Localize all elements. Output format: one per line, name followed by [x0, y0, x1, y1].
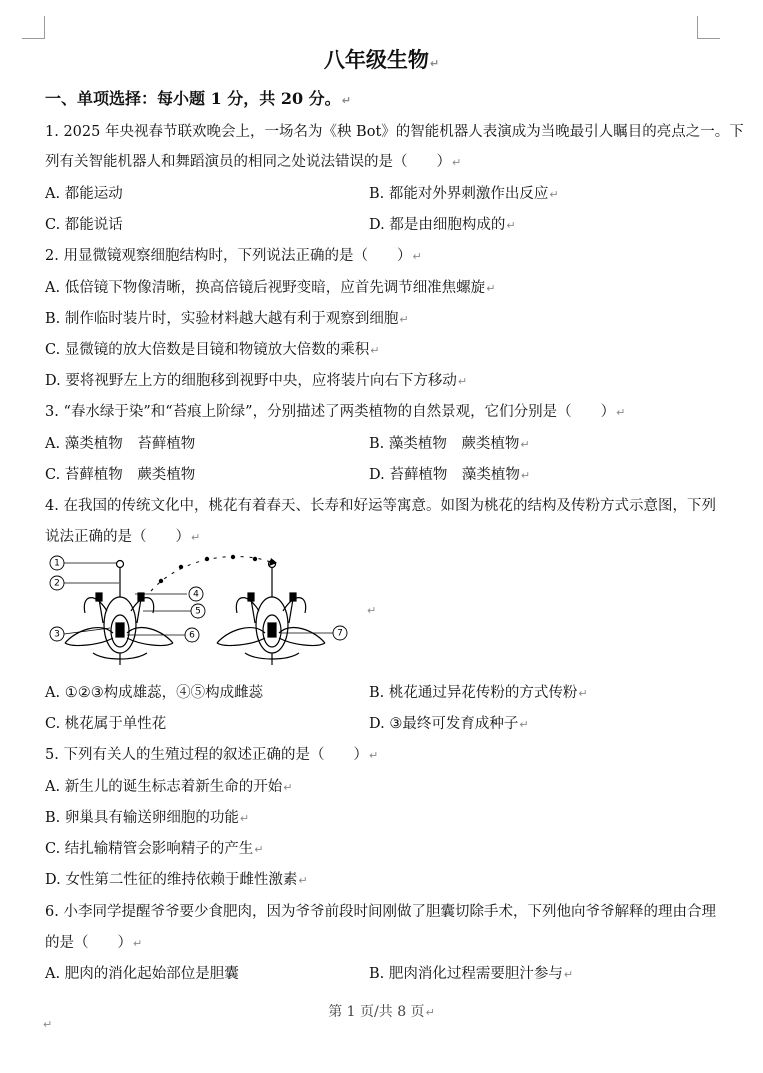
peach-flower-pollination-diagram [45, 553, 365, 675]
question-3-stem: 3. “春水绿于染”和“苔痕上阶绿”，分别描述了两类植物的自然景观，它们分别是（ ）↵ [45, 404, 626, 420]
svg-text:2: 2 [54, 578, 60, 589]
question-2-stem: 2. 用显微镜观察细胞结构时，下列说法正确的是（ ）↵ [45, 248, 422, 264]
flower-left [65, 561, 173, 666]
svg-text:5: 5 [195, 606, 201, 617]
corner-mark-top-right [697, 16, 720, 39]
question-3-option-c: C. 苔藓植物 蕨类植物 [45, 467, 196, 483]
question-5-option-b: B. 卵巢具有输送卵细胞的功能↵ [45, 810, 250, 826]
question-2-option-b: B. 制作临时装片时，实验材料越大越有利于观察到细胞↵ [45, 311, 409, 327]
question-5-option-a: A. 新生儿的诞生标志着新生命的开始↵ [45, 779, 293, 795]
question-5-option-c: C. 结扎输精管会影响精子的产生↵ [45, 841, 264, 857]
question-3-option-d: D. 苔藓植物 藻类植物↵ [369, 467, 531, 483]
question-4-option-c: C. 桃花属于单性花 [45, 716, 167, 732]
question-1-stem-line1: 1. 2025 年央视春节联欢晚会上，一场名为《秧 Bot》的智能机器人表演成为当晚最引人瞩目的亮点之一。下 [45, 124, 744, 140]
page-footer: 第 1 页/共 8 页↵ [328, 1004, 435, 1020]
question-4-option-b: B. 桃花通过异花传粉的方式传粉↵ [369, 685, 588, 701]
question-2-option-d: D. 要将视野左上方的细胞移到视野中央，应将装片向右下方移动↵ [45, 373, 468, 389]
page-title: 八年级生物↵ [323, 47, 440, 72]
question-2-option-c: C. 显微镜的放大倍数是目镜和物镜放大倍数的乘积↵ [45, 342, 380, 358]
question-1-option-d: D. 都是由细胞构成的↵ [369, 217, 516, 233]
svg-text:7: 7 [337, 628, 343, 639]
flower-right [217, 561, 325, 666]
section-heading: 一、单项选择：每小题 1 分，共 20 分。↵ [45, 89, 351, 108]
question-6-option-a: A. 肥肉的消化起始部位是胆囊 [45, 966, 239, 982]
svg-text:3: 3 [54, 629, 60, 640]
svg-text:4: 4 [193, 589, 199, 600]
question-6-option-b: B. 肥肉消化过程需要胆汁参与↵ [369, 966, 574, 982]
question-4-stem-line2: 说法正确的是（ ）↵ [45, 529, 201, 545]
question-5-stem: 5. 下列有关人的生殖过程的叙述正确的是（ ）↵ [45, 747, 379, 763]
question-4-stem-line1: 4. 在我国的传统文化中，桃花有着春天、长寿和好运等寓意。如图为桃花的结构及传粉方式示意图，下列 [45, 498, 716, 514]
question-4-option-a: A. ①②③构成雄蕊，④⑤构成雌蕊 [45, 685, 264, 701]
question-1-option-c: C. 都能说话 [45, 217, 123, 233]
question-6-stem-line2: 的是（ ）↵ [45, 935, 143, 951]
question-1-option-a: A. 都能运动 [45, 186, 123, 202]
svg-text:1: 1 [54, 558, 60, 569]
corner-mark-top-left [22, 16, 45, 39]
pollen-transfer-arrow [151, 555, 277, 591]
svg-text:6: 6 [189, 630, 195, 641]
question-1-option-b: B. 都能对外界刺激作出反应↵ [369, 186, 559, 202]
question-1-stem-line2: 列有关智能机器人和舞蹈演员的相同之处说法错误的是（ ）↵ [45, 154, 462, 170]
question-2-option-a: A. 低倍镜下物像清晰，换高倍镜后视野变暗，应首先调节细准焦螺旋↵ [45, 280, 496, 296]
question-5-option-d: D. 女性第二性征的维持依赖于雌性激素↵ [45, 872, 308, 888]
question-6-stem-line1: 6. 小李同学提醒爷爷要少食肥肉，因为爷爷前段时间刚做了胆囊切除手术，下列他向爷爷解释的理由合理 [45, 904, 716, 920]
question-3-option-a: A. 藻类植物 苔藓植物 [45, 436, 196, 452]
question-3-option-b: B. 藻类植物 蕨类植物↵ [369, 436, 530, 452]
question-4-option-d: D. ③最终可发育成种子↵ [369, 716, 529, 732]
figure-paragraph-mark: ↵ [367, 604, 377, 617]
end-paragraph-mark: ↵ [43, 1018, 53, 1031]
